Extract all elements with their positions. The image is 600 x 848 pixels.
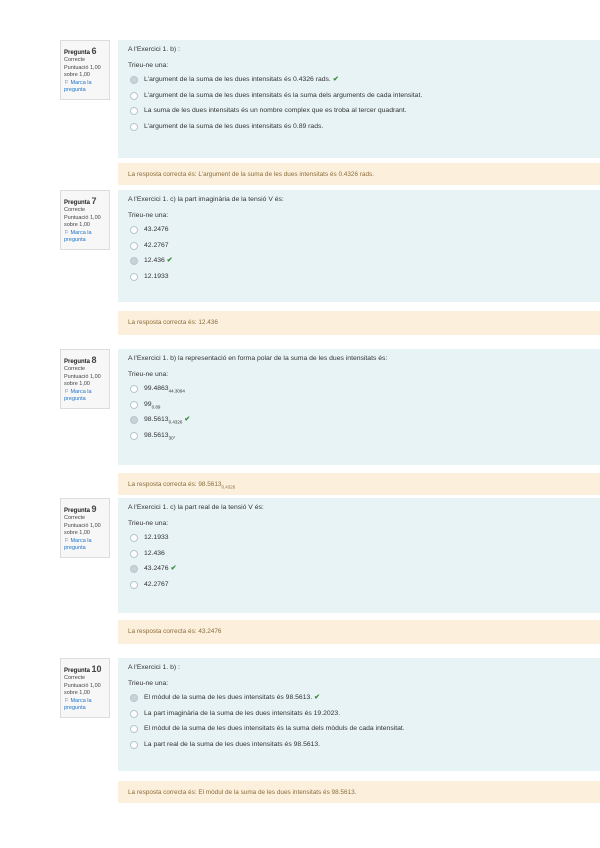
radio-button[interactable] — [130, 273, 138, 281]
question-text: A l'Exercici 1. c) la part imaginària de la tensió V és: — [128, 196, 284, 203]
correct-answer-feedback — [118, 311, 600, 335]
question-title: Pregunta 10 — [64, 664, 102, 674]
flag-icon: ⚐ — [64, 79, 69, 86]
answer-option[interactable] — [128, 241, 590, 257]
question-status: Correcte — [64, 57, 86, 64]
answer-text: L'argument de la suma de les dues intensitats és 0.89 rads. — [144, 122, 324, 130]
answer-prompt: Trieu-ne una: — [128, 212, 169, 219]
radio-button[interactable] — [130, 76, 138, 84]
answer-text: 12.436 — [144, 257, 165, 264]
answer-option[interactable] — [128, 415, 590, 431]
answer-text: El mòdul de la suma de les dues intensitats és la suma dels mòduls de cada intensitat. — [144, 725, 405, 732]
answer-text: La part imaginària de la suma de les dues intensitats és 19.2023. — [144, 709, 341, 717]
answer-option[interactable] — [128, 564, 590, 580]
check-icon: ✔ — [166, 257, 173, 264]
radio-button[interactable] — [130, 401, 138, 409]
answer-text: 43.2476 — [144, 565, 169, 572]
radio-button[interactable] — [130, 565, 138, 573]
question-info — [60, 498, 110, 558]
question-score: Puntuació 1,00 sobre 1,00 — [64, 522, 101, 537]
answer-subscript: 0.89 — [151, 403, 161, 409]
answer-text: La part real de la suma de les dues intensitats és 98.5613. — [144, 740, 321, 748]
question-content — [118, 349, 600, 465]
check-icon: ✔ — [332, 76, 339, 83]
feedback-text: La resposta correcta és: 43.2476 — [128, 628, 222, 635]
question-text: A l'Exercici 1. b) : — [128, 664, 180, 671]
feedback-subscript: 0.4326 — [221, 484, 236, 490]
answer-option[interactable] — [128, 91, 590, 107]
flag-question-link[interactable]: ⚐ Marca la pregunta — [64, 388, 92, 403]
question-title: Pregunta 9 — [64, 504, 97, 514]
question-info — [60, 658, 110, 718]
radio-button[interactable] — [130, 710, 138, 718]
answer-option[interactable] — [128, 225, 590, 241]
answer-subscript: 30° — [168, 434, 176, 440]
radio-button[interactable] — [130, 123, 138, 131]
answer-text: 12.1933 — [144, 272, 169, 280]
feedback-text: La resposta correcta és: El mòdul de la suma de les dues intensitats és 98.5613. — [128, 789, 357, 796]
answer-text: 99 — [144, 400, 152, 408]
correct-answer-feedback — [118, 163, 600, 185]
question-info — [60, 349, 110, 409]
radio-button[interactable] — [130, 694, 138, 702]
radio-button[interactable] — [130, 242, 138, 250]
answer-option[interactable] — [128, 75, 590, 91]
answer-text: La suma de les dues intensitats és un nombre complex que es troba al tercer quadrant. — [144, 107, 407, 114]
answer-option[interactable] — [128, 549, 590, 565]
flag-icon: ⚐ — [64, 229, 69, 236]
answer-text: 98.5613 — [144, 431, 169, 439]
answer-text: 12.1933 — [144, 534, 169, 541]
question-score: Puntuació 1,00 sobre 1,00 — [64, 64, 101, 79]
radio-button[interactable] — [130, 226, 138, 234]
question-status: Correcte — [64, 675, 86, 682]
question-title: Pregunta 8 — [64, 355, 97, 365]
correct-answer-feedback — [118, 781, 600, 803]
check-icon: ✔ — [184, 416, 191, 423]
question-text: A l'Exercici 1. b) : — [128, 46, 180, 53]
flag-question-link[interactable]: ⚐ Marca la pregunta — [64, 79, 92, 94]
answer-option[interactable] — [128, 122, 590, 138]
feedback-text: La resposta correcta és: 12.436 — [128, 319, 218, 326]
correct-answer-feedback — [118, 620, 600, 644]
answer-option[interactable] — [128, 384, 590, 400]
answer-option[interactable] — [128, 533, 590, 549]
answer-option[interactable] — [128, 106, 590, 122]
answer-option[interactable] — [128, 256, 590, 272]
answer-option[interactable] — [128, 580, 590, 596]
flag-icon: ⚐ — [64, 697, 69, 704]
answer-text: 98.5613 — [144, 416, 169, 423]
radio-button[interactable] — [130, 257, 138, 265]
answer-option[interactable] — [128, 400, 590, 416]
question-title: Pregunta 7 — [64, 196, 97, 206]
question-text: A l'Exercici 1. b) la representació en forma polar de la suma de les dues intensitats és: — [128, 355, 388, 362]
answer-text: 12.436 — [144, 549, 165, 557]
question-score: Puntuació 1,00 sobre 1,00 — [64, 682, 101, 697]
answer-text: L'argument de la suma de les dues intensitats és la suma dels arguments de cada intensitat. — [144, 91, 423, 99]
answer-option[interactable] — [128, 724, 590, 740]
answer-prompt: Trieu-ne una: — [128, 62, 169, 69]
radio-button[interactable] — [130, 416, 138, 424]
flag-icon: ⚐ — [64, 537, 69, 544]
question-score: Puntuació 1,00 sobre 1,00 — [64, 214, 101, 229]
answer-subscript: 0.4326 — [168, 419, 183, 425]
question-status: Correcte — [64, 207, 86, 214]
feedback-text: La resposta correcta és: L'argument de la suma de les dues intensitats és 0.4326 rads. — [128, 171, 374, 178]
check-icon: ✔ — [170, 565, 177, 572]
radio-button[interactable] — [130, 741, 138, 749]
question-status: Correcte — [64, 366, 86, 373]
answer-prompt: Trieu-ne una: — [128, 680, 169, 687]
flag-icon: ⚐ — [64, 388, 69, 395]
radio-button[interactable] — [130, 534, 138, 542]
radio-button[interactable] — [130, 92, 138, 100]
answer-prompt: Trieu-ne una: — [128, 520, 169, 527]
answer-option[interactable] — [128, 431, 590, 447]
answer-option[interactable] — [128, 272, 590, 288]
answer-option[interactable] — [128, 693, 590, 709]
radio-button[interactable] — [130, 581, 138, 589]
answer-text: 42.2767 — [144, 580, 169, 588]
answer-subscript: 44.3094 — [168, 388, 185, 394]
radio-button[interactable] — [130, 550, 138, 558]
flag-question-link[interactable]: ⚐ Marca la pregunta — [64, 537, 92, 552]
question-score: Puntuació 1,00 sobre 1,00 — [64, 373, 101, 388]
check-icon: ✔ — [314, 694, 320, 701]
radio-button[interactable] — [130, 432, 138, 440]
answer-prompt: Trieu-ne una: — [128, 371, 169, 378]
answer-text: 42.2767 — [144, 241, 169, 249]
answer-option[interactable] — [128, 740, 590, 756]
radio-button[interactable] — [130, 385, 138, 393]
question-content — [118, 498, 600, 613]
flag-question-link[interactable]: ⚐ Marca la pregunta — [64, 697, 92, 712]
answer-text: L'argument de la suma de les dues intensitats és 0.4326 rads. — [144, 76, 331, 83]
question-content — [118, 40, 600, 158]
question-content — [118, 658, 600, 771]
question-title: Pregunta 6 — [64, 46, 97, 56]
flag-question-link[interactable]: ⚐ Marca la pregunta — [64, 229, 92, 244]
correct-answer-feedback — [118, 473, 600, 495]
answer-option[interactable] — [128, 709, 590, 725]
answer-text: 99.4863 — [144, 385, 169, 392]
answer-text: 43.2476 — [144, 226, 169, 233]
feedback-text: La resposta correcta és: 98.5613 — [128, 481, 222, 488]
radio-button[interactable] — [130, 725, 138, 733]
question-info — [60, 190, 110, 250]
radio-button[interactable] — [130, 107, 138, 115]
answer-text: El mòdul de la suma de les dues intensitats és 98.5613. — [144, 694, 313, 701]
question-info — [60, 40, 110, 100]
question-text: A l'Exercici 1. c) la part real de la tensió V és: — [128, 504, 264, 511]
question-content — [118, 190, 600, 302]
question-status: Correcte — [64, 515, 86, 522]
